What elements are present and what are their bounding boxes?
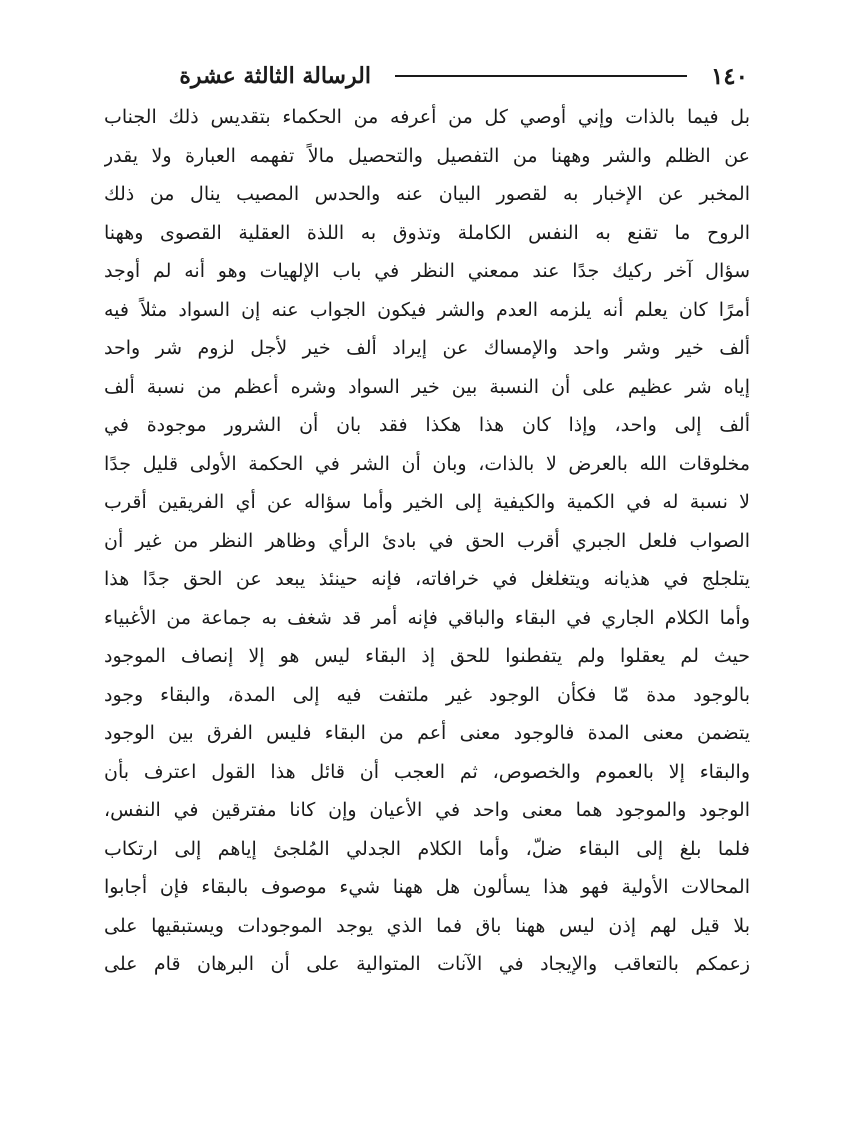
text-line: أمرًا كان يعلم أنه يلزمه العدم والشر فيكون الجواب عنه إن السواد مثلاً فيه bbox=[104, 298, 750, 321]
text-line: يتلجلج في هذيانه ويتغلغل في خرافاته، فإنه حينئذ يبعد عن الحق جدًا هذا bbox=[104, 568, 750, 590]
text-line: مخلوقات الله بالعرض لا بالذات، وبان أن الشر في الحكمة الأولى قليل جدًا bbox=[104, 452, 750, 475]
text-line: ألف إلى واحد، وإذا كان هذا هكذا فقد بان أن الشرور موجودة في bbox=[104, 414, 750, 436]
text-line: إياه شر عظيم على أن النسبة بين خير السواد وشره أعظم من نسبة ألف bbox=[104, 375, 750, 398]
page-header bbox=[108, 56, 748, 96]
text-line: عن الظلم والشر وههنا من التفصيل والتحصيل مالاً تفهمه العبارة ولا يقدر bbox=[104, 144, 750, 167]
running-title: الرسالة الثالثة عشرة bbox=[179, 63, 371, 89]
text-line: المخبر عن الإخبار به لقصور البيان عنه والحدس المصيب ينال من ذلك bbox=[104, 183, 750, 205]
header-rule bbox=[395, 75, 687, 77]
body-text bbox=[104, 98, 750, 984]
text-line: فلما بلغ إلى البقاء ضلّ، وأما الكلام الجدلي المُلجئ إياهم إلى ارتكاب bbox=[104, 837, 750, 860]
text-line: الروح ما تقنع به النفس الكاملة وتذوق به اللذة العقلية القصوى وههنا bbox=[104, 221, 750, 244]
text-line: حيث لم يعقلوا ولم يتفطنوا للحق إذ البقاء ليس هو إلا إنصاف الموجود bbox=[104, 645, 750, 667]
text-line: الصواب فلعل الجبري أقرب الحق في بادئ الرأي وظاهر النظر من غير أن bbox=[104, 529, 750, 552]
text-line: المحالات الأولية فهو هذا يسألون هل ههنا شيء موصوف بالبقاء فإن أجابوا bbox=[104, 876, 750, 898]
text-line: زعمكم بالتعاقب والإيجاد في الآنات المتوالية على أن البرهان قام على bbox=[104, 953, 750, 975]
text-line: ألف خير وشر واحد والإمساك عن إيراد ألف خير لأجل لزوم شر واحد bbox=[104, 337, 750, 359]
text-line: بلا قيل لهم إذن ليس ههنا باق فما الذي يوجد الموجودات ويستبقيها على bbox=[104, 914, 750, 937]
text-line: يتضمن معنى المدة فالوجود معنى أعم من البقاء فليس الفرق بين الوجود bbox=[104, 722, 750, 744]
text-line: سؤال آخر ركيك جدًا عند ممعني النظر في باب الإلهيات وهو أنه لم أوجد bbox=[104, 260, 750, 282]
text-line: والبقاء إلا بالعموم والخصوص، ثم العجب أن قائل هذا القول اعترف بأن bbox=[104, 760, 750, 783]
text-line: بل فيما بالذات وإني أوصي كل من أعرفه من الحكماء بتقديس ذلك الجناب bbox=[104, 106, 750, 128]
text-line: الوجود والموجود هما معنى واحد في الأعيان وإن كانا مفترقين في النفس، bbox=[104, 799, 750, 821]
text-line: بالوجود مدة مّا فكأن الوجود غير ملتفت فيه إلى المدة، والبقاء وجود bbox=[104, 683, 750, 706]
text-line: وأما الكلام الجاري في البقاء والباقي فإنه أمر قد شغف به جماعة من الأغبياء bbox=[104, 606, 750, 629]
page-number: ١٤٠ bbox=[710, 62, 748, 90]
text-line: لا نسبة له في الكمية والكيفية إلى الخير وأما سؤاله عن أي الفريقين أقرب bbox=[104, 491, 750, 513]
